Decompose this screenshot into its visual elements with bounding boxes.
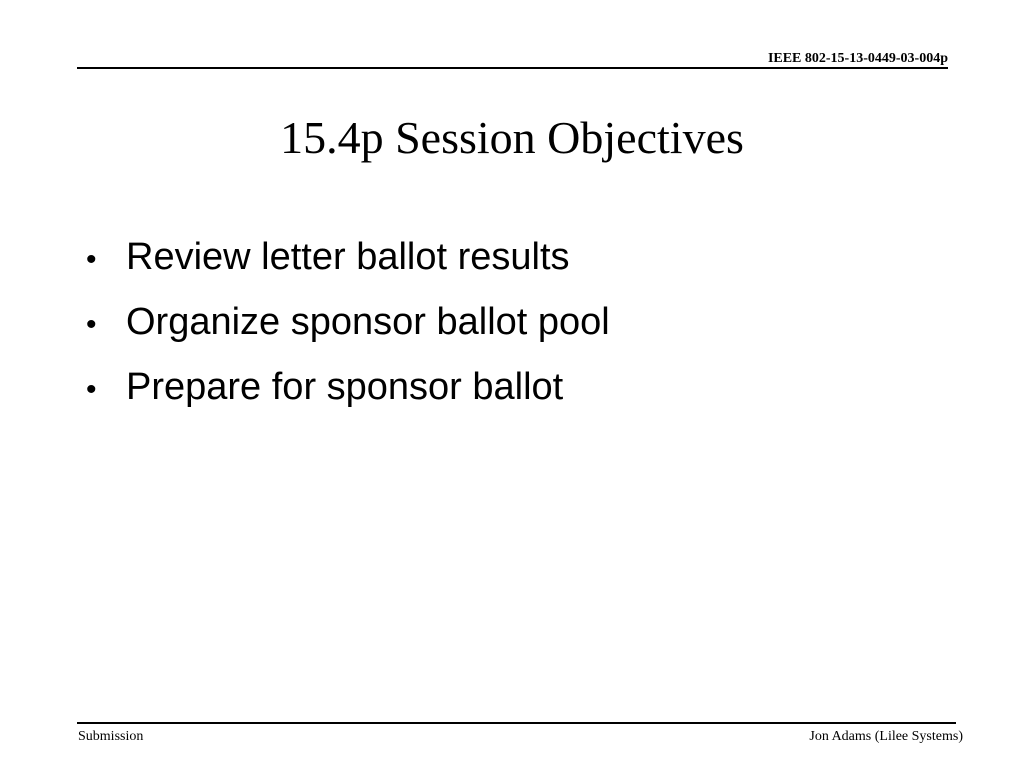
document-id: IEEE 802-15-13-0449-03-004p (767, 51, 948, 66)
bullet-text: Organize sponsor ballot pool (126, 301, 610, 343)
bullet-marker: • (86, 243, 97, 276)
bullet-list (86, 225, 610, 420)
bullet-item (86, 355, 610, 420)
bullet-marker: • (86, 308, 97, 341)
header-divider (77, 67, 948, 69)
footer-author: Jon Adams (Lilee Systems) (809, 729, 963, 744)
footer-submission: Submission (78, 729, 144, 744)
bullet-item (86, 290, 610, 355)
bullet-marker: • (86, 373, 97, 406)
bullet-item (86, 225, 610, 290)
bullet-text: Review letter ballot results (126, 236, 570, 278)
footer-divider (77, 722, 956, 724)
bullet-text: Prepare for sponsor ballot (126, 366, 564, 408)
slide-title: 15.4p Session Objectives (280, 112, 744, 163)
